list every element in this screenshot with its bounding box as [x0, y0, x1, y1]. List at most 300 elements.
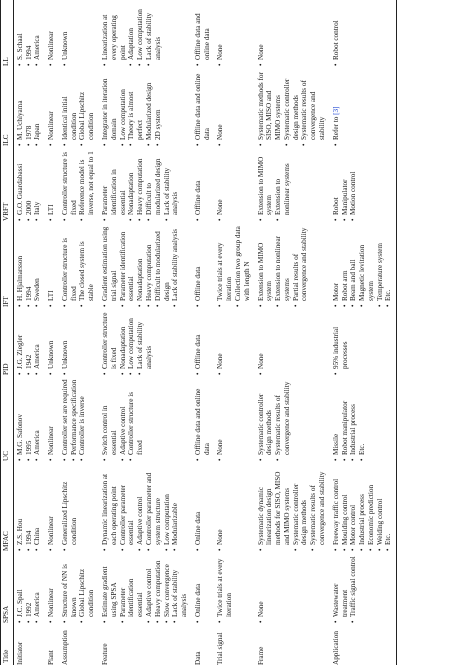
table-cell	[330, 309, 397, 377]
list-item: • Lack of stability analysis	[171, 225, 180, 301]
list-item: • Offline data	[194, 150, 203, 215]
bullet-list	[194, 150, 203, 221]
table-cell	[99, 309, 192, 377]
bullet-list	[101, 379, 145, 461]
list-item: • Z.S. Hou	[16, 465, 25, 545]
list-item: • Offline data and online data	[194, 2, 212, 60]
table-cell	[59, 0, 99, 68]
bullet-list	[47, 150, 56, 221]
list-item: • J.C. Spall	[16, 555, 25, 617]
bullet-list	[47, 2, 56, 66]
row-label: Initiator	[15, 641, 24, 665]
bullet-list	[257, 2, 266, 66]
bullet-list	[61, 2, 70, 66]
list-item: • Collection two group data with length N	[234, 225, 252, 301]
bullet-list	[194, 70, 212, 146]
bullet-list	[16, 555, 42, 623]
list-item: • Motor control	[349, 465, 358, 545]
list-item: • J.G. Ziegler	[16, 311, 25, 369]
table-cell	[330, 223, 397, 309]
list-item: • Nonlinear	[47, 70, 56, 140]
list-item: • Offline data	[194, 225, 203, 301]
list-item: • Sweden	[33, 225, 42, 301]
list-item: • America	[33, 311, 42, 369]
list-item: • Nonadaptation	[136, 225, 145, 301]
bullet-list	[332, 465, 393, 551]
list-item: • Dynamic linearization at each operating point	[101, 465, 119, 545]
column-header: PID	[1, 309, 14, 377]
table-row	[45, 0, 59, 665]
bullet-list	[332, 2, 341, 66]
column-header: MFAC	[1, 463, 14, 553]
table-cell	[330, 377, 397, 463]
list-item: • Systematic methods for SISO, MISO and MIMO systems	[257, 70, 283, 140]
list-item: • M.G. Safonov	[16, 379, 25, 455]
list-item: • Parameter identification in essential	[101, 150, 127, 215]
list-item: • Moulding control	[341, 465, 350, 545]
list-item: • Controller is inverse	[78, 379, 87, 455]
table-cell	[59, 309, 99, 377]
bullet-list	[332, 379, 367, 461]
bullet-list	[257, 555, 266, 623]
bullet-list	[47, 70, 56, 146]
list-item: • Extension to MIMO system	[257, 225, 275, 301]
row-label: Application	[330, 625, 397, 665]
list-item: • Partial results of convergence and stability	[292, 225, 310, 301]
list-item: • Missile	[332, 379, 341, 455]
list-item: • None	[216, 465, 225, 545]
bullet-list	[216, 150, 225, 221]
list-item: • Unknown	[61, 311, 70, 369]
table-cell	[99, 148, 192, 223]
list-item: • Nonadaptation	[127, 150, 136, 215]
table-cell	[13, 377, 45, 463]
list-item: • Controller structure is fixed	[61, 225, 79, 301]
list-item: • Linearization at every operating point	[101, 2, 127, 60]
table-cell	[255, 0, 330, 68]
list-item: • Italy	[33, 150, 42, 215]
column-header: VRFT	[1, 148, 14, 223]
table-cell	[255, 309, 330, 377]
table-cell	[45, 309, 59, 377]
column-header: Title	[1, 625, 14, 665]
bullet-list	[332, 225, 393, 307]
table-cell	[45, 553, 59, 625]
table-cell	[255, 148, 330, 223]
bullet-list	[47, 225, 56, 307]
table-cell	[330, 0, 397, 68]
list-item: • 1994	[25, 225, 34, 301]
table-cell	[330, 68, 397, 148]
table-cell	[45, 377, 59, 463]
list-item: • Motor	[332, 225, 341, 301]
bullet-list	[16, 70, 42, 146]
table-row	[13, 0, 45, 665]
list-item: • Controller structure is fixed	[101, 311, 119, 369]
bullet-list	[101, 225, 180, 307]
bullet-list	[216, 225, 251, 307]
bullet-list	[194, 225, 203, 307]
table-cell	[214, 0, 254, 68]
list-item: • Robot control	[332, 2, 341, 60]
table-cell	[13, 223, 45, 309]
column-header: ILC	[1, 68, 14, 148]
list-item: • Etc.	[384, 465, 393, 545]
table-cell	[214, 377, 254, 463]
list-item: • Robot	[332, 150, 341, 215]
bullet-list	[194, 555, 203, 623]
bullet-list	[101, 311, 154, 375]
column-header: SPSA	[1, 553, 14, 625]
table-cell	[214, 463, 254, 553]
list-item: • Robot arm	[341, 225, 350, 301]
table-cell	[45, 223, 59, 309]
table-header-row	[1, 0, 14, 665]
table-cell	[45, 463, 59, 553]
list-item: • Lack of stability analysis	[145, 2, 163, 60]
table-cell	[45, 68, 59, 148]
list-item: • America	[33, 555, 42, 617]
bullet-list	[332, 311, 350, 375]
list-item: • Industrial process	[349, 379, 358, 455]
list-item: • Nonlinear	[47, 465, 56, 545]
list-item: • Parameter identification essential	[119, 555, 145, 617]
list-item: • Magnetic levitation system	[358, 225, 376, 301]
bullet-list	[61, 150, 96, 221]
table-cell	[59, 68, 99, 148]
list-item: • Offline data	[194, 311, 203, 369]
list-item: • Lack of stability analysis	[163, 150, 181, 215]
table-cell	[214, 68, 254, 148]
list-item: • Controller parameter essential	[119, 465, 137, 545]
bullet-list	[194, 465, 203, 551]
bullet-list	[16, 311, 42, 375]
table-row	[59, 0, 99, 665]
list-item: • Low computation	[119, 70, 128, 140]
list-item: • Performance specification	[70, 379, 79, 455]
bullet-list	[61, 225, 96, 307]
list-item: • Extension to nonlinear systems	[274, 225, 292, 301]
table-cell	[255, 553, 330, 625]
bullet-list	[16, 379, 42, 461]
bullet-list	[61, 555, 96, 623]
bullet-list	[194, 379, 212, 461]
list-item: • Wastewater treatment	[332, 555, 350, 617]
table-cell	[214, 148, 254, 223]
table-cell	[214, 553, 254, 625]
list-item: • Modularizable	[171, 465, 180, 545]
list-item: • Generalized Lipschitz condition	[61, 465, 79, 545]
list-item: • Parameter identification essential	[119, 225, 137, 301]
table-cell	[13, 463, 45, 553]
list-item: • Online data	[194, 465, 203, 545]
table-row	[214, 0, 254, 665]
table-row	[99, 0, 192, 665]
list-item: • 1994	[25, 2, 34, 60]
list-item: • Theory is almost perfect	[127, 70, 145, 140]
bullet-list	[257, 70, 327, 146]
list-item: • None	[216, 379, 225, 455]
bullet-list	[216, 465, 225, 551]
list-item: • 1942	[25, 311, 34, 369]
list-item: • Gradient estimation using trial signal	[101, 225, 119, 301]
list-item: • Nonadaptation	[119, 311, 128, 369]
list-item: • Controller parameter and system structure	[145, 465, 163, 545]
list-item: • Controller set are required	[61, 379, 70, 455]
list-item: • None	[216, 70, 225, 140]
table-cell	[255, 223, 330, 309]
list-item: • Welding control	[376, 465, 385, 545]
table-body	[13, 0, 396, 665]
bullet-list	[101, 70, 162, 146]
list-item: • 1992	[25, 555, 34, 617]
list-item: • S. Schaal	[16, 2, 25, 60]
list-item: • Unknown	[47, 311, 56, 369]
list-item: • Low computation	[163, 465, 172, 545]
list-item: • Reference model is inverse, not equal to 1	[78, 150, 96, 215]
bullet-list	[101, 465, 180, 551]
table-cell	[59, 553, 99, 625]
list-item: • Systematic results of convergence and stability	[309, 465, 327, 545]
list-item: • M. Uchiyama	[16, 70, 25, 140]
row-label: Assumption	[60, 630, 69, 665]
reference-link[interactable]: [3]	[331, 106, 340, 115]
list-item-text: Refer to	[331, 114, 340, 140]
table-cell	[192, 0, 215, 68]
table-cell	[330, 553, 397, 625]
bullet-list	[16, 225, 42, 307]
list-item: • Controller structure is fixed	[127, 379, 145, 455]
list-item: • Offline data and online data	[194, 70, 212, 140]
list-item: • None	[216, 150, 225, 215]
column-header: IFT	[1, 223, 14, 309]
list-item: • Global Lipschitz condition	[78, 555, 96, 617]
list-item: • 1995	[25, 379, 34, 455]
list-item: • Estimate gradient using SPSA	[101, 555, 119, 617]
row-label: Frame	[256, 646, 265, 665]
list-item: • Nonlinear	[47, 555, 56, 617]
table-cell	[13, 68, 45, 148]
list-item: • Difficult to modularized design	[145, 150, 163, 215]
table-cell	[99, 223, 192, 309]
table-cell	[192, 223, 215, 309]
list-item: • Extension to MIMO system	[257, 150, 275, 215]
list-item: • Lack of stability analysis	[136, 311, 154, 369]
row-label: Data	[193, 651, 202, 665]
list-item: • Low computation	[136, 2, 145, 60]
bullet-list	[101, 150, 180, 221]
list-item: • H. Hjalmarsson	[16, 225, 25, 301]
bullet-list	[47, 555, 56, 623]
table-cell	[59, 377, 99, 463]
table-cell	[255, 463, 330, 553]
list-item: • Adaptive control	[136, 465, 145, 545]
list-item: • The closed system is stable	[78, 225, 96, 301]
bullet-list	[194, 2, 212, 66]
list-item: • Heavy computation	[154, 555, 163, 617]
bullet-list	[332, 70, 341, 146]
list-item: • Structure of NN is known	[61, 555, 79, 617]
table-cell	[59, 148, 99, 223]
bullet-list	[61, 465, 79, 551]
bullet-list	[47, 465, 56, 551]
table-row	[192, 0, 215, 665]
table-row	[255, 0, 330, 665]
list-item: • Robot manipulator	[341, 379, 350, 455]
list-item: • Etc.	[384, 225, 393, 301]
bullet-list	[194, 311, 203, 375]
list-item: • Etc.	[358, 379, 367, 455]
list-item: • None	[257, 311, 266, 369]
list-item: • Lack of stability analysis	[171, 555, 189, 617]
list-item: • 1978	[25, 70, 34, 140]
bullet-list	[16, 465, 42, 551]
list-item: • Slow convergence	[163, 555, 172, 617]
list-item: • Systematic results of convergence and stability	[300, 70, 326, 140]
list-item: • Economic prediction	[367, 465, 376, 545]
table-cell	[99, 0, 192, 68]
list-item: • 2000	[25, 150, 34, 215]
list-item: • LTI	[47, 225, 56, 301]
table-cell	[45, 148, 59, 223]
list-item: • Adaptive control	[119, 379, 128, 455]
list-item: • Temperature system	[376, 225, 385, 301]
table-cell	[192, 309, 215, 377]
list-item: • Systematic results of convergence and stability	[274, 379, 292, 455]
bullet-list	[47, 379, 56, 461]
table-cell	[99, 553, 192, 625]
column-header: UC	[1, 377, 14, 463]
bullet-list	[332, 555, 358, 623]
bullet-list	[216, 70, 225, 146]
list-item: • Online data	[194, 555, 203, 617]
bullet-list	[257, 465, 327, 551]
list-item: • 2D system	[154, 70, 163, 140]
list-item: • Japan	[33, 70, 42, 140]
table-cell	[45, 0, 59, 68]
list-item: • Adaptive control	[145, 555, 154, 617]
list-item: • Low computation	[127, 311, 136, 369]
bullet-list	[257, 379, 292, 461]
table-cell	[214, 309, 254, 377]
table-cell	[330, 148, 397, 223]
list-item: • Systematic controller design methods	[257, 379, 275, 455]
list-item	[332, 70, 341, 140]
list-item: • America	[33, 2, 42, 60]
list-item: • Unknown	[61, 2, 70, 60]
list-item: • Motion control	[349, 150, 358, 215]
list-item: • Beam and ball	[349, 225, 358, 301]
table-cell	[255, 68, 330, 148]
bullet-list	[61, 311, 70, 375]
bullet-list	[257, 225, 310, 307]
list-item: • Manipulator	[341, 150, 350, 215]
bullet-list	[101, 2, 162, 66]
list-item: • Systematic controller design methods	[283, 70, 301, 140]
list-item: • Offline data and online data	[194, 379, 212, 455]
table-cell	[13, 0, 45, 68]
bullet-list	[257, 150, 292, 221]
list-item: • Twice trials at every iteration	[216, 225, 234, 301]
bullet-list	[61, 70, 96, 146]
column-header: LL	[1, 0, 14, 68]
table-cell	[99, 68, 192, 148]
list-item: • America	[33, 379, 42, 455]
list-item: • Freeway traffic control	[332, 465, 341, 545]
list-item: • None	[216, 311, 225, 369]
bullet-list	[16, 2, 42, 66]
bullet-list	[216, 555, 234, 623]
list-item: • None	[257, 2, 266, 60]
list-item: • G.O. Guardabassi	[16, 150, 25, 215]
list-item: • Switch control in essential	[101, 379, 119, 455]
list-item: • Extension to nonlinear systems	[274, 150, 292, 215]
row-label: Trial signal	[216, 632, 225, 665]
bullet-list	[216, 2, 225, 66]
table-row	[330, 0, 397, 665]
table-cell	[13, 553, 45, 625]
list-item: • LTI	[47, 150, 56, 215]
bullet-list	[16, 150, 42, 221]
row-label: Plant	[47, 650, 56, 665]
list-item: • Global Lipschitz condition	[78, 70, 96, 140]
list-item: • Adaptation	[127, 2, 136, 60]
list-item: • Systematic dynamic linearization design methods for SISO, MISO and MIMO systems	[257, 465, 292, 545]
list-item: • China	[33, 465, 42, 545]
table-cell	[192, 463, 215, 553]
table-cell	[59, 463, 99, 553]
bullet-list	[216, 311, 225, 375]
table-cell	[59, 223, 99, 309]
list-item: • Systematic controller design methods	[292, 465, 310, 545]
table-cell	[255, 377, 330, 463]
bullet-list	[332, 150, 358, 221]
table-cell	[214, 223, 254, 309]
list-item: • Difficult to modularized design	[154, 225, 172, 301]
list-item: • Identical initial condition	[61, 70, 79, 140]
list-item: • Heavy computation	[145, 225, 154, 301]
table-cell	[330, 463, 397, 553]
table-cell	[99, 377, 192, 463]
bullet-list	[47, 311, 56, 375]
table-cell	[192, 68, 215, 148]
list-item: • 95% industrial processes	[332, 311, 350, 369]
list-item: • Nonlinear	[47, 2, 56, 60]
table-cell	[13, 148, 45, 223]
table-cell	[99, 463, 192, 553]
row-label: Feature	[101, 643, 110, 665]
bullet-list	[101, 555, 189, 623]
bullet-list	[216, 379, 225, 461]
table-cell	[13, 309, 45, 377]
bullet-list	[257, 311, 266, 375]
list-item: • 1994	[25, 465, 34, 545]
list-item: • Modularized design	[145, 70, 154, 140]
table-cell	[192, 377, 215, 463]
list-item: • Integrator in iteration domain	[101, 70, 119, 140]
table-cell	[192, 553, 215, 625]
list-item: • Controller structure is fixed	[61, 150, 79, 215]
list-item: • Heavy computation	[136, 150, 145, 215]
bullet-list	[61, 379, 87, 461]
list-item: • Twice trials at every iteration	[216, 555, 234, 617]
list-item: • Industrial process	[358, 465, 367, 545]
list-item: • None	[216, 2, 225, 60]
list-item: • Nonlinear	[47, 379, 56, 455]
list-item: • Traffic signal control	[349, 555, 358, 617]
list-item: • None	[257, 555, 266, 617]
table-cell	[192, 148, 215, 223]
